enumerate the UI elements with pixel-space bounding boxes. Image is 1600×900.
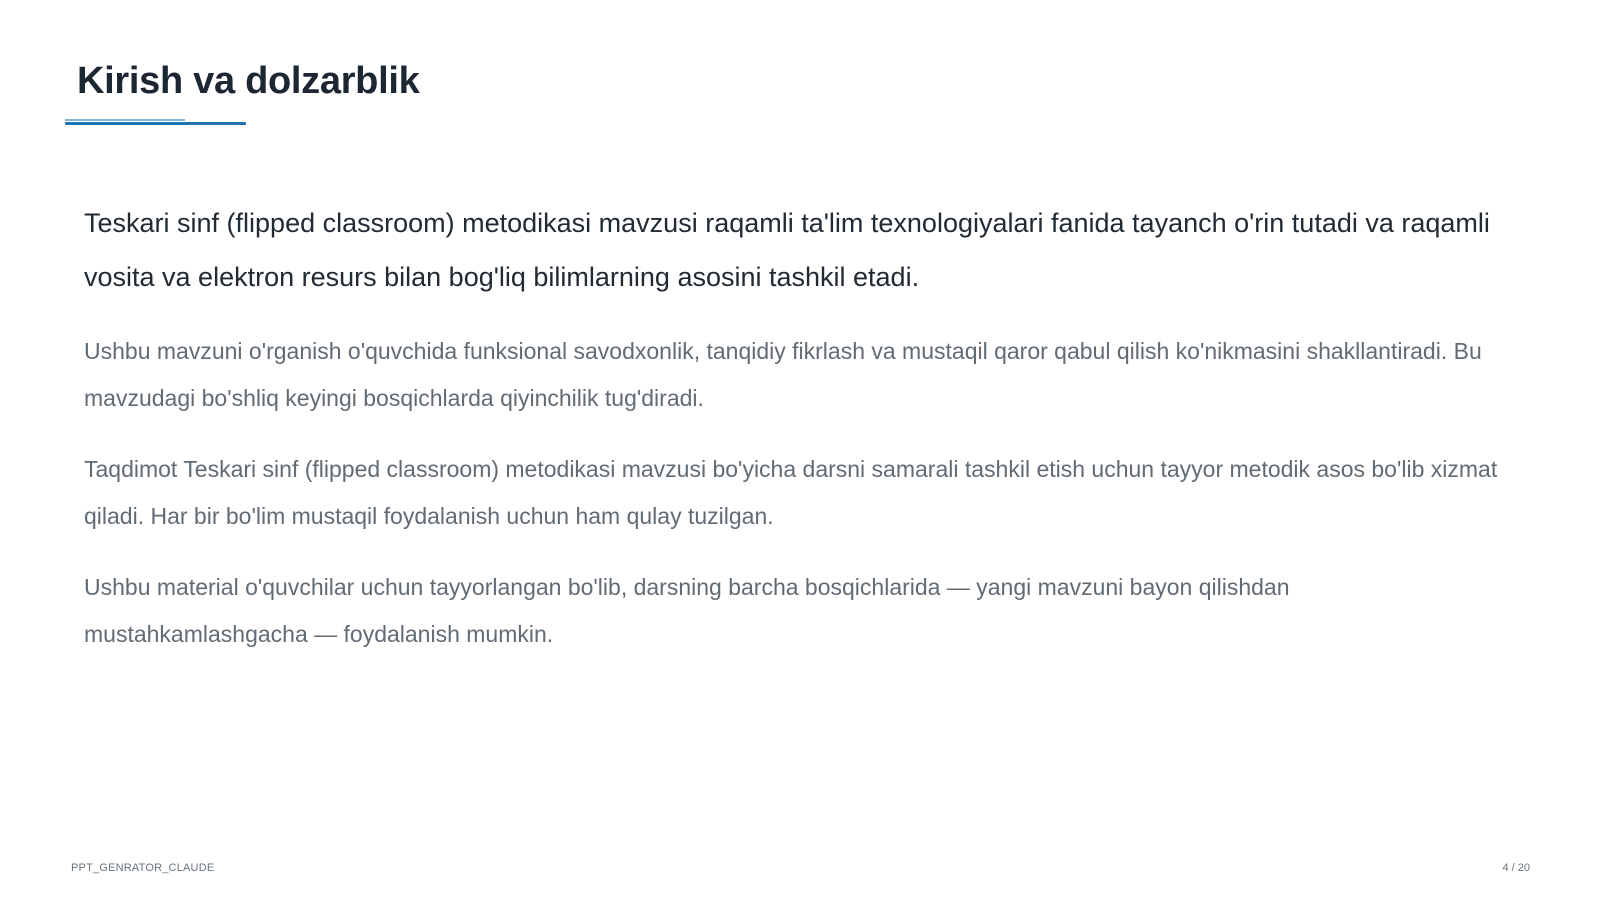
page-number: 4 / 20: [1502, 862, 1530, 874]
title-underline: [65, 122, 246, 125]
footer-brand: PPT_GENRATOR_CLAUDE: [71, 862, 215, 874]
body-paragraph: Taqdimot Teskari sinf (flipped classroom) metodikasi mavzusi bo'yicha darsni samarali tashkil etish uchun tayyor metodik asos bo'lib xizmat qiladi. Har bir bo'lim mustaqil foydalanish uchun ham qulay tuzilgan.: [84, 456, 1498, 529]
body-paragraph: Ushbu mavzuni o'rganish o'quvchida funksional savodxonlik, tanqidiy fikrlash va mustaqil qaror qabul qilish ko'nikmasini shakllantiradi. Bu mavzudagi bo'shliq keyingi bosqichlarda qiyinchilik tug'diradi.: [84, 338, 1482, 411]
title-underline-accent: [65, 119, 185, 121]
slide-content: [84, 196, 1504, 682]
body-paragraph: Ushbu material o'quvchilar uchun tayyorlangan bo'lib, darsning barcha bosqichlarida — yangi mavzuni bayon qilishdan mustahkamlashgacha — foydalanish mumkin.: [84, 574, 1290, 647]
slide-title: Kirish va dolzarblik: [77, 60, 420, 102]
lead-paragraph: Teskari sinf (flipped classroom) metodikasi mavzusi raqamli ta'lim texnologiyalari fanida tayanch o'rin tutadi va raqamli vosita va elektron resurs bilan bog'liq bilimlarning asosini tashkil etadi.: [84, 208, 1490, 292]
